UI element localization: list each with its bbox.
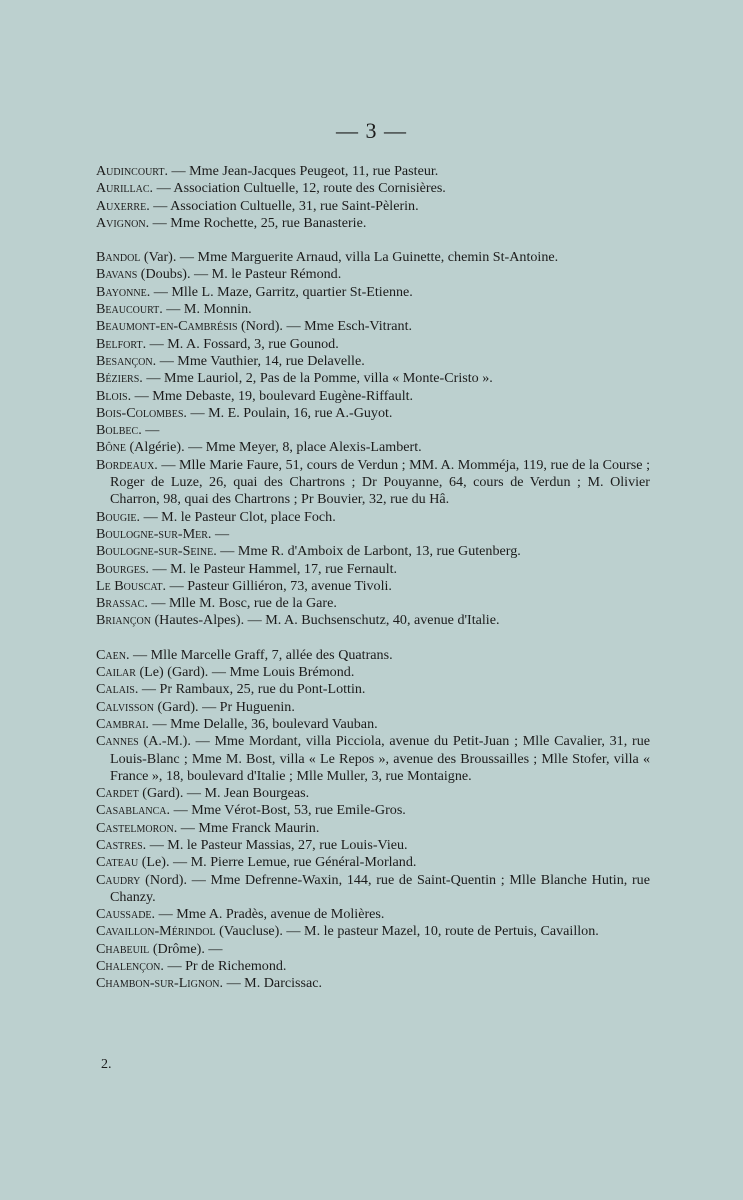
directory-entry <box>96 561 650 578</box>
directory-entry <box>96 906 650 923</box>
entry-details: (Gard). — M. Jean Bourgeas. <box>138 785 310 802</box>
entry-details: . — Pasteur Gilliéron, 73, avenue Tivoli. <box>162 577 392 594</box>
town-name: Bougie <box>96 508 137 525</box>
directory-entry <box>96 180 650 197</box>
directory-entry <box>96 664 650 681</box>
town-name: Auxerre <box>96 197 147 214</box>
directory-entry <box>96 872 650 907</box>
entry-details: (A.-M.). — Mme Mordant, villa Picciola, avenue du Petit-Juan ; Mlle Cavalier, 31, rue Louis-Blanc ; Mme M. Bost, villa « Le Repos », avenue des Broussailles ; Mlle Stofer, villa « France », 18, boulevard d'Italie ; Mlle Muller, 3, rue Montaigne. <box>110 733 650 784</box>
address-directory <box>96 163 650 993</box>
directory-entry <box>96 439 650 456</box>
entry-details: (Le) (Gard). — Mme Louis Brémond. <box>135 664 355 681</box>
directory-entry <box>96 923 650 940</box>
town-name: Cardet <box>96 785 139 802</box>
entry-details: . — M. E. Poulain, 16, rue A.-Guyot. <box>183 404 393 421</box>
town-name: Bandol <box>96 249 141 266</box>
town-name: Bordeaux <box>96 456 155 473</box>
town-name: Blois <box>96 387 128 404</box>
directory-entry <box>96 526 650 543</box>
town-name: Bourges <box>96 560 146 577</box>
entry-details: . — Mme Debaste, 19, boulevard Eugène-Riffault. <box>127 387 414 404</box>
entry-details: . — Mlle Marcelle Graff, 7, allée des Quatrans. <box>125 646 393 663</box>
town-name: Chalençon <box>96 958 161 975</box>
directory-entry <box>96 802 650 819</box>
town-name: Cambrai <box>96 715 146 732</box>
directory-entry <box>96 820 650 837</box>
directory-entry <box>96 595 650 612</box>
entry-details: . — Association Cultuelle, 12, route des Cornisières. <box>149 180 446 197</box>
directory-entry <box>96 318 650 335</box>
directory-entry <box>96 215 650 232</box>
town-name: Calvisson <box>96 698 154 715</box>
directory-entry <box>96 405 650 422</box>
town-name: Casablanca <box>96 802 167 819</box>
directory-entry <box>96 301 650 318</box>
entry-details: (Var). — Mme Marguerite Arnaud, villa La Guinette, chemin St-Antoine. <box>140 249 559 266</box>
entry-details: . — M. le Pasteur Massias, 27, rue Louis-Vieu. <box>142 836 408 853</box>
entry-details: . — M. Darcissac. <box>219 975 323 992</box>
entry-details: . — M. A. Fossard, 3, rue Gounod. <box>142 335 339 352</box>
town-name: Castelmoron <box>96 819 174 836</box>
town-name: Beaucourt <box>96 301 160 318</box>
directory-entry <box>96 457 650 509</box>
directory-entry <box>96 578 650 595</box>
directory-entry <box>96 785 650 802</box>
entry-details: . — Mme Lauriol, 2, Pas de la Pomme, villa « Monte-Cristo ». <box>139 370 493 387</box>
directory-entry <box>96 284 650 301</box>
town-name: Caudry <box>96 871 141 888</box>
town-name: Cateau <box>96 854 139 871</box>
entry-details: . — Mme Vauthier, 14, rue Delavelle. <box>152 352 365 369</box>
directory-entry <box>96 249 650 266</box>
town-name: Brassac <box>96 595 145 612</box>
directory-entry <box>96 958 650 975</box>
directory-entry <box>96 699 650 716</box>
entry-details: . — Mlle L. Maze, Garritz, quartier St-Etienne. <box>146 283 413 300</box>
town-name: Audincourt <box>96 163 165 179</box>
town-name: Béziers <box>96 370 140 387</box>
town-name: Castres <box>96 836 143 853</box>
signature-mark: 2. <box>101 1057 112 1072</box>
town-name: Boulogne-sur-Seine <box>96 543 214 560</box>
town-name: Avignon <box>96 214 146 231</box>
directory-entry <box>96 163 650 180</box>
town-name: Beaumont-en-Cambrésis <box>96 318 238 335</box>
entry-details: (Doubs). — M. le Pasteur Rémond. <box>137 266 342 283</box>
entry-details: . — Mlle M. Bosc, rue de la Gare. <box>144 595 337 612</box>
town-name: Bavans <box>96 266 138 283</box>
town-name: Le Bouscat <box>96 577 163 594</box>
entry-details: . — Mme Jean-Jacques Peugeot, 11, rue Pasteur. <box>164 163 439 179</box>
town-name: Aurillac <box>96 180 150 197</box>
town-name: Bône <box>96 439 126 456</box>
entry-details: . — Mlle Marie Faure, 51, cours de Verdun ; MM. A. Momméja, 119, rue de la Course ; Roger de Luze, 26, quai des Chartrons ; Dr Pouyanne, 64, cours de Verdun ; M. Olivier Charron, 98, quai des Chartrons ; Pr Bouvier, 32, rue du Hâ. <box>110 456 650 508</box>
entry-details: . — <box>138 422 160 439</box>
town-name: Chabeuil <box>96 940 150 957</box>
town-name: Briançon <box>96 612 151 629</box>
town-name: Bois-Colombes <box>96 404 184 421</box>
entry-details: . — Mme Delalle, 36, boulevard Vauban. <box>145 715 378 732</box>
directory-entry <box>96 509 650 526</box>
entry-details: . — Mme Franck Maurin. <box>173 819 320 836</box>
directory-entry <box>96 198 650 215</box>
directory-entry <box>96 612 650 629</box>
entry-details: (Nord). — Mme Defrenne-Waxin, 144, rue de Saint-Quentin ; Mlle Blanche Hutin, rue Chanzy. <box>110 871 650 905</box>
town-name: Caussade <box>96 906 152 923</box>
directory-entry <box>96 353 650 370</box>
directory-entry <box>96 975 650 992</box>
entry-details: . — Pr de Richemond. <box>160 958 287 975</box>
directory-entry <box>96 681 650 698</box>
directory-entry <box>96 647 650 664</box>
town-name: Besançon <box>96 352 153 369</box>
entry-details: (Algérie). — Mme Meyer, 8, place Alexis-Lambert. <box>125 439 422 456</box>
town-name: Bayonne <box>96 283 147 300</box>
directory-entry <box>96 388 650 405</box>
entry-details: . — Mme Vérot-Bost, 53, rue Emile-Gros. <box>166 802 406 819</box>
directory-entry <box>96 422 650 439</box>
entry-details: (Nord). — Mme Esch-Vitrant. <box>237 318 413 335</box>
town-name: Bolbec <box>96 422 139 439</box>
directory-entry <box>96 716 650 733</box>
directory-entry <box>96 733 650 785</box>
directory-entry <box>96 941 650 958</box>
entry-details: (Le). — M. Pierre Lemue, rue Général-Morland. <box>138 854 417 871</box>
entry-details: . — <box>207 525 230 542</box>
town-name: Cavaillon-Mérindol <box>96 923 216 940</box>
directory-entry <box>96 837 650 854</box>
town-name: Caen <box>96 646 126 663</box>
entry-details: (Drôme). — <box>149 940 223 957</box>
entry-details: (Vaucluse). — M. le pasteur Mazel, 10, route de Pertuis, Cavaillon. <box>215 923 599 940</box>
town-name: Cannes <box>96 733 139 750</box>
entry-details: . — M. le Pasteur Hammel, 17, rue Fernault. <box>145 560 398 577</box>
entry-details: . — M. le Pasteur Clot, place Foch. <box>136 508 336 525</box>
entry-details: . — Mme R. d'Amboix de Larbont, 13, rue Gutenberg. <box>213 543 521 560</box>
directory-entry <box>96 336 650 353</box>
entry-details: . — Mme A. Pradès, avenue de Molières. <box>151 906 385 923</box>
page-number: — 3 — <box>336 118 407 143</box>
entry-details: (Gard). — Pr Huguenin. <box>153 698 295 715</box>
entry-details: . — Mme Rochette, 25, rue Banasterie. <box>145 214 367 231</box>
directory-entry <box>96 370 650 387</box>
town-name: Cailar <box>96 664 136 681</box>
entry-details: (Hautes-Alpes). — M. A. Buchsenschutz, 40, avenue d'Italie. <box>150 612 500 629</box>
directory-entry <box>96 266 650 283</box>
directory-entry <box>96 543 650 560</box>
entry-details: . — Pr Rambaux, 25, rue du Pont-Lottin. <box>134 681 366 698</box>
town-name: Boulogne-sur-Mer <box>96 525 208 542</box>
town-name: Belfort <box>96 335 143 352</box>
town-name: Chambon-sur-Lignon <box>96 975 220 992</box>
entry-details: . — Association Cultuelle, 31, rue Saint-Pèlerin. <box>146 197 419 214</box>
entry-details: . — M. Monnin. <box>159 301 252 318</box>
town-name: Calais <box>96 681 135 698</box>
directory-entry <box>96 854 650 871</box>
